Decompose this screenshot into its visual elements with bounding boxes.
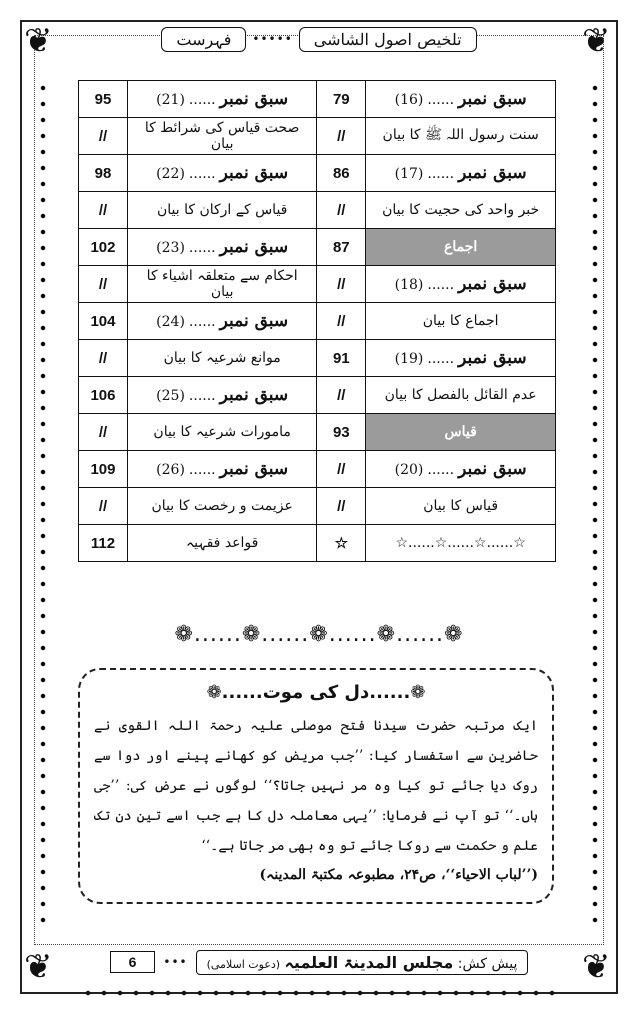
ornament-divider: ❁......❁......❁......❁......❁ bbox=[174, 622, 464, 647]
left-page-cell: // bbox=[79, 266, 128, 303]
anecdote-reference: (’’لباب الاحیاء‘‘، ص۲۴، مطبوعہ مکتبۃ المدینہ) bbox=[259, 867, 538, 883]
corner-ornament-icon: ❦ bbox=[582, 947, 611, 987]
publisher-name: مجلس المدینۃ العلمیہ bbox=[284, 952, 454, 972]
lesson-suffix: ...... bbox=[427, 462, 455, 478]
lesson-number: (16) bbox=[394, 92, 424, 108]
left-page-cell: 109 bbox=[79, 451, 128, 488]
right-page-cell: // bbox=[317, 266, 366, 303]
right-subject-cell bbox=[366, 451, 556, 488]
lesson-suffix: ...... bbox=[188, 388, 216, 404]
right-subject-cell: قیاس کا بیان bbox=[366, 488, 556, 525]
lesson-number: (24) bbox=[156, 314, 185, 330]
right-page-cell: ☆ bbox=[317, 525, 366, 562]
right-dotted-border bbox=[592, 80, 598, 930]
right-subject-cell bbox=[366, 81, 556, 118]
anecdote-body: ایک مرتبہ حضرت سیدنا فتح موصلی علیہ رحمۃ اللہ القوی نے حاضرین سے استفسار کیا: ’’جب مریض کو کھانے پینے اور دوا سے روک دیا جائے تو کیا وہ مر نہیں جاتا؟‘‘ لوگوں نے عرض کی: ’’جی ہاں۔‘‘ تو آپ نے فرمایا: ’’یہی معاملہ دل کا ہے جب اسے تین دن تک علم و حکمت سے روکا جائے تو وہ بھی مر جاتا ہے۔‘‘ bbox=[94, 718, 538, 854]
lesson-suffix: ...... bbox=[427, 277, 455, 293]
left-page-cell: // bbox=[79, 118, 128, 155]
lesson-label: سبق نمبر bbox=[219, 237, 289, 257]
anecdote-title: ❁......دل کی موت......❁ bbox=[206, 682, 426, 703]
lesson-label: سبق نمبر bbox=[219, 385, 289, 405]
table-row bbox=[79, 155, 556, 192]
lesson-suffix: ...... bbox=[427, 166, 455, 182]
lesson-label: سبق نمبر bbox=[458, 274, 527, 294]
header-chain: ••••• bbox=[252, 32, 293, 46]
table-row bbox=[79, 266, 556, 303]
right-subject-cell bbox=[366, 266, 556, 303]
left-subject-cell bbox=[127, 377, 316, 414]
lesson-number: (25) bbox=[156, 388, 185, 404]
lesson-suffix: ...... bbox=[188, 314, 216, 330]
footer-chain: ••• bbox=[163, 955, 188, 969]
left-page-cell: // bbox=[79, 192, 128, 229]
right-page-cell: // bbox=[317, 192, 366, 229]
right-page-cell: 93 bbox=[317, 414, 366, 451]
bottom-dotted-border bbox=[80, 990, 558, 996]
table-row bbox=[79, 118, 556, 155]
right-page-cell: 79 bbox=[317, 81, 366, 118]
left-subject-cell: قیاس کے ارکان کا بیان bbox=[127, 192, 316, 229]
publisher-prefix: پیش کش: bbox=[457, 955, 518, 972]
lesson-number: (21) bbox=[156, 92, 185, 108]
lesson-suffix: ...... bbox=[188, 240, 216, 256]
lesson-label: سبق نمبر bbox=[458, 89, 527, 109]
left-dotted-border bbox=[40, 80, 46, 930]
lesson-label: سبق نمبر bbox=[219, 89, 289, 109]
book-title: تلخیص اصول الشاشی bbox=[299, 27, 477, 52]
left-page-cell: // bbox=[79, 414, 128, 451]
left-subject-cell: موانع شرعیہ کا بیان bbox=[127, 340, 316, 377]
table-row bbox=[79, 525, 556, 562]
lesson-number: (22) bbox=[156, 166, 185, 182]
lesson-label: سبق نمبر bbox=[458, 459, 527, 479]
section-heading-cell: اجماع bbox=[366, 229, 556, 266]
left-page-cell: 106 bbox=[79, 377, 128, 414]
lesson-number: (26) bbox=[156, 462, 185, 478]
table-row bbox=[79, 192, 556, 229]
right-subject-cell bbox=[366, 340, 556, 377]
right-subject-cell: ☆......☆......☆......☆ bbox=[366, 525, 556, 562]
right-subject-cell: سنت رسول اللہ ﷺ کا بیان bbox=[366, 118, 556, 155]
corner-ornament-icon: ❦ bbox=[582, 21, 611, 61]
right-page-cell: // bbox=[317, 377, 366, 414]
left-subject-cell bbox=[127, 155, 316, 192]
lesson-number: (19) bbox=[394, 351, 424, 367]
lesson-suffix: ...... bbox=[188, 462, 216, 478]
table-row bbox=[79, 488, 556, 525]
table-row bbox=[79, 303, 556, 340]
lesson-number: (18) bbox=[394, 277, 424, 293]
right-page-cell: 87 bbox=[317, 229, 366, 266]
left-subject-cell bbox=[127, 303, 316, 340]
lesson-suffix: ...... bbox=[427, 92, 455, 108]
left-subject-cell bbox=[127, 451, 316, 488]
left-subject-cell: صحت قیاس کی شرائط کا بیان bbox=[127, 118, 316, 155]
right-page-cell: // bbox=[317, 118, 366, 155]
left-page-cell: // bbox=[79, 488, 128, 525]
lesson-label: سبق نمبر bbox=[458, 163, 527, 183]
lesson-number: (17) bbox=[394, 166, 424, 182]
left-subject-cell bbox=[127, 229, 316, 266]
lesson-number: (23) bbox=[156, 240, 185, 256]
left-page-cell: 98 bbox=[79, 155, 128, 192]
right-page-cell: // bbox=[317, 303, 366, 340]
left-subject-cell bbox=[127, 81, 316, 118]
section-label: فہرست bbox=[161, 27, 246, 52]
corner-ornament-icon: ❦ bbox=[24, 21, 53, 61]
table-row bbox=[79, 414, 556, 451]
left-page-cell: // bbox=[79, 340, 128, 377]
page-header bbox=[0, 24, 638, 54]
table-row bbox=[79, 81, 556, 118]
page-number: 6 bbox=[110, 951, 156, 973]
right-subject-cell: اجماع کا بیان bbox=[366, 303, 556, 340]
lesson-suffix: ...... bbox=[188, 166, 216, 182]
anecdote-box bbox=[78, 668, 554, 904]
lesson-label: سبق نمبر bbox=[458, 348, 527, 368]
right-page-cell: // bbox=[317, 451, 366, 488]
table-row bbox=[79, 377, 556, 414]
right-subject-cell bbox=[366, 155, 556, 192]
lesson-label: سبق نمبر bbox=[219, 163, 289, 183]
left-page-cell: 102 bbox=[79, 229, 128, 266]
left-page-cell: 112 bbox=[79, 525, 128, 562]
lesson-suffix: ...... bbox=[188, 92, 216, 108]
publisher-note: (دعوت اسلامی) bbox=[206, 957, 281, 971]
corner-ornament-icon: ❦ bbox=[24, 947, 53, 987]
right-page-cell: 86 bbox=[317, 155, 366, 192]
right-subject-cell: عدم القائل بالفصل کا بیان bbox=[366, 377, 556, 414]
left-subject-cell: قواعد فقہیہ bbox=[127, 525, 316, 562]
table-row bbox=[79, 451, 556, 488]
left-page-cell: 95 bbox=[79, 81, 128, 118]
lesson-label: سبق نمبر bbox=[219, 459, 289, 479]
left-page-cell: 104 bbox=[79, 303, 128, 340]
section-heading-cell: قیاس bbox=[366, 414, 556, 451]
page-footer bbox=[0, 948, 638, 976]
left-subject-cell: احکام سے متعلقہ اشیاء کا بیان bbox=[127, 266, 316, 303]
table-row bbox=[79, 229, 556, 266]
table-row bbox=[79, 340, 556, 377]
left-subject-cell: مامورات شرعیہ کا بیان bbox=[127, 414, 316, 451]
right-page-cell: 91 bbox=[317, 340, 366, 377]
lesson-label: سبق نمبر bbox=[219, 311, 289, 331]
left-subject-cell: عزیمت و رخصت کا بیان bbox=[127, 488, 316, 525]
lesson-number: (20) bbox=[394, 462, 424, 478]
contents-table bbox=[78, 80, 556, 562]
lesson-suffix: ...... bbox=[427, 351, 455, 367]
right-page-cell: // bbox=[317, 488, 366, 525]
right-subject-cell: خبر واحد کی حجیت کا بیان bbox=[366, 192, 556, 229]
publisher-box bbox=[196, 950, 529, 975]
